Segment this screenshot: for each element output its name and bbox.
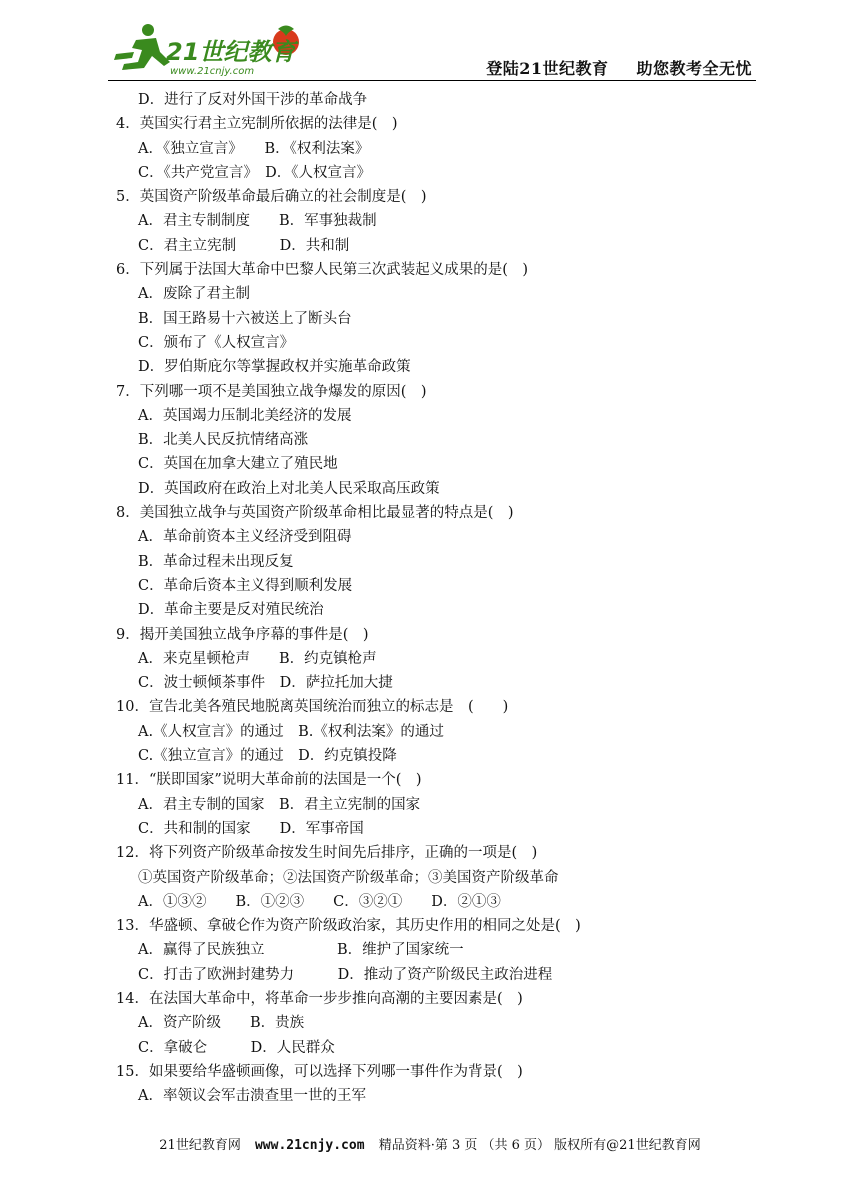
answer-option: D．罗伯斯庇尔等掌握政权并实施革命政策 (138, 359, 411, 376)
answer-option: C．颁布了《人权宣言》 (138, 334, 295, 351)
answer-option: A．英国竭力压制北美经济的发展 (138, 407, 352, 424)
page-footer (0, 1134, 860, 1153)
answer-option: A．①③② B．①②③ C．③②① D．②①③ (138, 893, 501, 910)
answer-option: A．君主专制制度 B．军事独裁制 (138, 213, 377, 230)
question-stem: 7．下列哪一项不是美国独立战争爆发的原因( ) (116, 383, 427, 400)
answer-option: A.《人权宣言》的通过 B.《权利法案》的通过 (138, 723, 444, 740)
slogan-right: 助您教考全无忧 (636, 59, 752, 78)
question-stem: 10．宣告北美各殖民地脱离英国统治而独立的标志是 ( ) (116, 699, 509, 716)
question-stem: 14．在法国大革命中，将革命一步步推向高潮的主要因素是( ) (116, 990, 523, 1007)
answer-option: A．赢得了民族独立 B．维护了国家统一 (138, 942, 464, 959)
footer-right: 精品资料·第 3 页 （共 6 页） 版权所有@21世纪教育网 (378, 1138, 701, 1153)
answer-option: D．革命主要是反对殖民统治 (138, 602, 324, 619)
answer-option: C．打击了欧洲封建势力 D．推动了资产阶级民主政治进程 (138, 966, 553, 983)
answer-option: C．革命后资本主义得到顺利发展 (138, 577, 353, 594)
running-figure-icon (114, 24, 170, 70)
question-stem: 15．如果要给华盛顿画像，可以选择下列哪一事件作为背景( ) (116, 1063, 523, 1080)
question-stem: 8．美国独立战争与英国资产阶级革命相比最显著的特点是( ) (116, 505, 514, 522)
answer-option: A．《独立宣言》 B．《权利法案》 (138, 140, 370, 157)
question-stem: 5．英国资产阶级革命最后确立的社会制度是( ) (116, 189, 427, 206)
page-header (108, 18, 756, 80)
answer-option: C．君主立宪制 D．共和制 (138, 237, 350, 254)
answer-option: A．资产阶级 B．贵族 (138, 1015, 305, 1032)
answer-option: B．革命过程未出现反复 (138, 553, 294, 570)
question-stem: 11．“朕即国家”说明大革命前的法国是一个( ) (116, 772, 422, 789)
answer-option: D．进行了反对外国干涉的革命战争 (138, 92, 368, 108)
answer-option: ①英国资产阶级革命；②法国资产阶级革命；③美国资产阶级革命 (138, 869, 559, 886)
question-content (116, 88, 766, 1108)
answer-option: A．革命前资本主义经济受到阻碍 (138, 529, 352, 546)
footer-site: www.21cnjy.com (254, 1138, 365, 1153)
answer-option: C．拿破仑 D．人民群众 (138, 1039, 335, 1056)
answer-option: D．英国政府在政治上对北美人民采取高压政策 (138, 480, 440, 497)
answer-option: C．《共产党宣言》 D．《人权宣言》 (138, 164, 371, 181)
question-stem: 12．将下列资产阶级革命按发生时间先后排序，正确的一项是( ) (116, 845, 538, 862)
answer-option: A．废除了君主制 (138, 286, 250, 303)
question-stem: 4．英国实行君主立宪制所依据的法律是( ) (116, 116, 398, 133)
logo-url: www.21cnjy.com (170, 66, 255, 77)
header-slogan (486, 56, 752, 79)
answer-option: A．来克星顿枪声 B．约克镇枪声 (138, 650, 377, 667)
header-divider (108, 80, 756, 81)
answer-option: A．率领议会军击溃查里一世的王军 (138, 1088, 366, 1105)
answer-option: C．英国在加拿大建立了殖民地 (138, 456, 338, 473)
logo-text: 21世纪教育 (166, 38, 296, 66)
answer-option: A．君主专制的国家 B．君主立宪制的国家 (138, 796, 421, 813)
answer-option: B．北美人民反抗情绪高涨 (138, 432, 309, 449)
answer-option: C．波士顿倾茶事件 D．萨拉托加大捷 (138, 675, 393, 692)
answer-option: C．共和制的国家 D．军事帝国 (138, 820, 364, 837)
question-stem: 9．揭开美国独立战争序幕的事件是( ) (116, 626, 369, 643)
footer-left: 21世纪教育网 (159, 1138, 241, 1153)
question-stem: 13．华盛顿、拿破仑作为资产阶级政治家，其历史作用的相同之处是( ) (116, 918, 581, 935)
question-stem: 6．下列属于法国大革命中巴黎人民第三次武装起义成果的是( ) (116, 262, 529, 279)
logo (108, 18, 308, 78)
answer-option: B．国王路易十六被送上了断头台 (138, 310, 352, 327)
answer-option: C.《独立宣言》的通过 D．约克镇投降 (138, 748, 397, 765)
slogan-left: 登陆21世纪教育 (486, 59, 609, 78)
